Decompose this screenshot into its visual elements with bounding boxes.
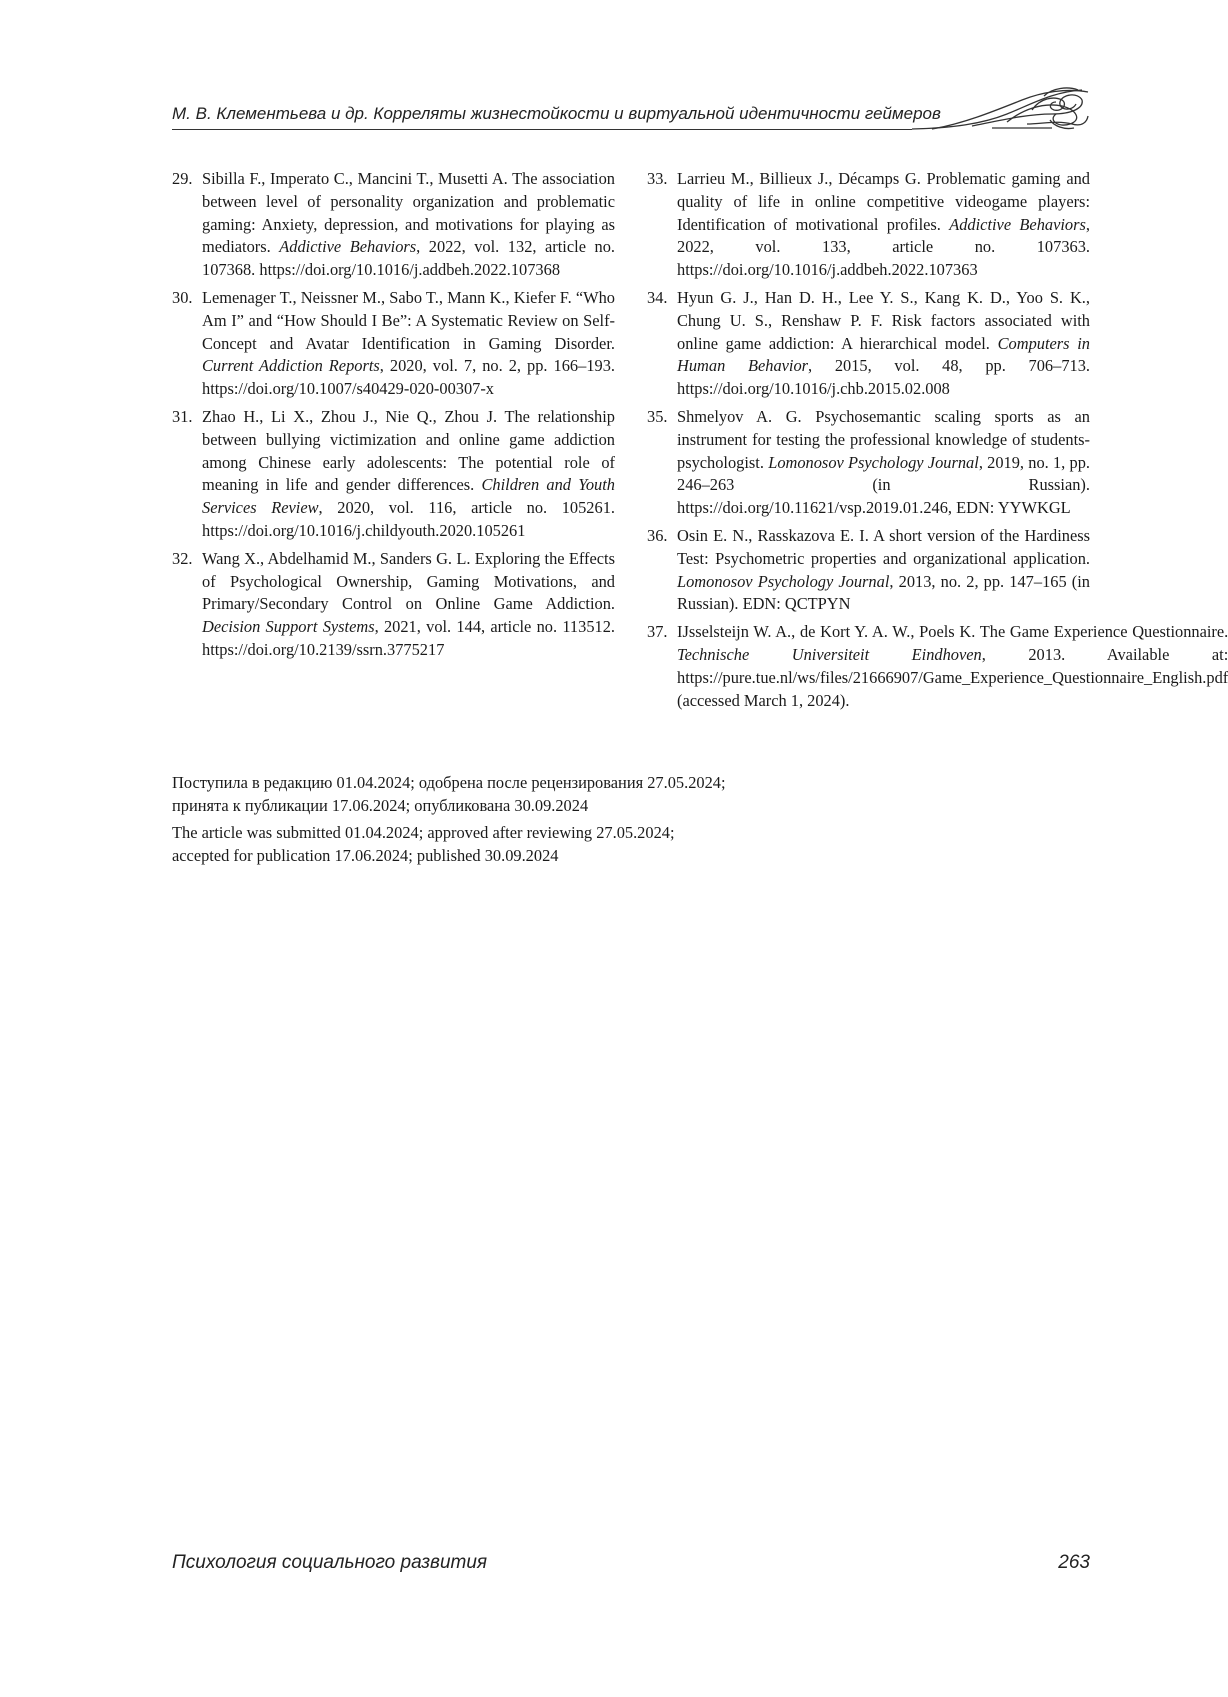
reference-text-segment: Sibilla F., Imperato C., Mancini T., Musetti A. The association between level of personality organization and problematic gaming: Anxiety, depression, and motivations for playing as mediators. bbox=[202, 169, 615, 257]
reference-item bbox=[172, 287, 615, 401]
reference-text bbox=[677, 406, 1090, 520]
reference-text-segment: Shmelyov A. G. Psychosemantic scaling sports as an instrument for testing the professional knowledge of students-psychologist. bbox=[677, 406, 1090, 472]
reference-number: 30. bbox=[172, 287, 193, 307]
reference-text bbox=[202, 406, 615, 543]
reference-text-segment: Hyun G. J., Han D. H., Lee Y. S., Kang K. D., Yoo S. K., Chung U. S., Renshaw P. F. Risk factors associated with online game addiction: A hierarchical model. bbox=[677, 287, 1090, 353]
reference-text-segment: , 2022, vol. 133, article no. 107363. https://doi.org/10.1016/j.addbeh.2022.107363 bbox=[677, 214, 1090, 280]
reference-item bbox=[172, 168, 615, 282]
reference-text-segment: Lemenager T., Neissner M., Sabo T., Mann K., Kiefer F. “Who Am I” and “How Should I Be”: A Systematic Review on Self-Concept and Avatar Identification in Gaming Disorder. bbox=[202, 287, 615, 353]
references-right-column bbox=[647, 168, 1228, 717]
references-left-column bbox=[172, 168, 615, 667]
reference-text-segment: , 2021, vol. 144, article no. 113512. https://doi.org/10.2139/ssrn.3775217 bbox=[202, 617, 615, 659]
reference-source-title: Computers in Human Behavior bbox=[677, 333, 1090, 376]
reference-text bbox=[677, 525, 1090, 616]
reference-source-title: Addictive Behaviors bbox=[279, 237, 417, 257]
decorative-swirl-ornament-icon bbox=[912, 84, 1090, 134]
reference-text bbox=[202, 168, 615, 282]
footer-journal-name: Психология социального развития bbox=[172, 1552, 488, 1573]
reference-text bbox=[677, 621, 1228, 712]
dates-ru-line-2: принята к публикации 17.06.2024; опубликована 30.09.2024 bbox=[172, 795, 589, 815]
reference-source-title: Children and Youth Services Review bbox=[202, 475, 615, 518]
reference-number: 32. bbox=[172, 548, 193, 568]
reference-number: 37. bbox=[647, 622, 668, 642]
page-number: 263 bbox=[1058, 1552, 1090, 1573]
reference-source-title: Lomonosov Psychology Journal bbox=[768, 452, 979, 472]
reference-item bbox=[172, 406, 615, 543]
reference-text-segment: , 2019, no. 1, pp. 246–263 (in Russian). https://doi.org/10.11621/vsp.2019.01.246, EDN: YYWKGL bbox=[677, 452, 1091, 518]
reference-source-title: Technische Universiteit Eindhoven bbox=[677, 644, 982, 664]
reference-number: 31. bbox=[172, 406, 193, 426]
running-header bbox=[172, 84, 1090, 134]
reference-number: 36. bbox=[647, 525, 668, 545]
reference-source-title: Addictive Behaviors bbox=[949, 214, 1086, 234]
running-title: М. В. Клементьева и др. Корреляты жизнестойкости и виртуальной идентичности геймеров bbox=[172, 104, 941, 123]
reference-item bbox=[647, 287, 1090, 401]
reference-text-segment: Wang X., Abdelhamid M., Sanders G. L. Exploring the Effects of Psychological Ownership, Gaming Motivations, and Primary/Secondary Control on Online Game Addiction. bbox=[202, 548, 615, 614]
reference-item bbox=[172, 548, 615, 662]
reference-text-segment: Zhao H., Li X., Zhou J., Nie Q., Zhou J. The relationship between bullying victimization and online game addiction among Chinese early adolescents: The potential role of meaning in life and gender differences. bbox=[202, 406, 615, 495]
dates-en-line-1: The article was submitted 01.04.2024; approved after reviewing 27.05.2024; bbox=[172, 823, 675, 842]
reference-text bbox=[677, 168, 1090, 282]
reference-text-segment: , 2013. Available at: https://pure.tue.nl/ws/files/21666907/Game_Experience_Questionnaire_English.pdf (accessed March 1, 2024). bbox=[677, 644, 1228, 710]
reference-item bbox=[647, 406, 1090, 520]
reference-item bbox=[647, 621, 1228, 712]
dates-english bbox=[172, 822, 1090, 867]
publication-dates bbox=[172, 772, 1090, 872]
reference-source-title: Lomonosov Psychology Journal bbox=[677, 571, 890, 591]
reference-number: 34. bbox=[647, 287, 668, 307]
reference-text-segment: IJsselsteijn W. A., de Kort Y. A. W., Poels K. The Game Experience Questionnaire. bbox=[677, 622, 1228, 642]
dates-ru-line-1: Поступила в редакцию 01.04.2024; одобрена после рецензирования 27.05.2024; bbox=[172, 773, 726, 792]
reference-text bbox=[202, 287, 615, 401]
reference-item bbox=[647, 168, 1090, 282]
reference-text-segment: , 2013, no. 2, pp. 147–165 (in Russian). EDN: QCTPYN bbox=[677, 571, 1090, 614]
reference-text-segment: , 2020, vol. 116, article no. 105261. https://doi.org/10.1016/j.childyouth.2020.105261 bbox=[202, 498, 615, 540]
reference-text-segment: , 2020, vol. 7, no. 2, pp. 166–193. https://doi.org/10.1007/s40429-020-00307-x bbox=[202, 356, 616, 399]
dates-russian bbox=[172, 772, 1090, 817]
reference-text-segment: Osin E. N., Rasskazova E. I. A short version of the Hardiness Test: Psychometric properties and organizational application. bbox=[677, 525, 1090, 568]
reference-text bbox=[677, 287, 1090, 401]
reference-number: 33. bbox=[647, 169, 668, 188]
reference-text-segment: , 2015, vol. 48, pp. 706–713. https://doi.org/10.1016/j.chb.2015.02.008 bbox=[677, 356, 1091, 399]
header-rule bbox=[172, 129, 912, 130]
reference-source-title: Current Addiction Reports bbox=[202, 356, 380, 376]
reference-text bbox=[202, 548, 615, 662]
reference-text-segment: Larrieu M., Billieux J., Décamps G. Problematic gaming and quality of life in online competitive videogame players: Identification of motivational profiles. bbox=[677, 169, 1090, 234]
reference-source-title: Decision Support Systems bbox=[202, 617, 375, 637]
reference-item bbox=[647, 525, 1090, 616]
reference-text-segment: , 2022, vol. 132, article no. 107368. https://doi.org/10.1016/j.addbeh.2022.107368 bbox=[202, 237, 615, 280]
dates-en-line-2: accepted for publication 17.06.2024; published 30.09.2024 bbox=[172, 845, 559, 865]
reference-number: 35. bbox=[647, 406, 668, 426]
reference-number: 29. bbox=[172, 169, 193, 188]
page-footer bbox=[172, 1552, 1090, 1582]
